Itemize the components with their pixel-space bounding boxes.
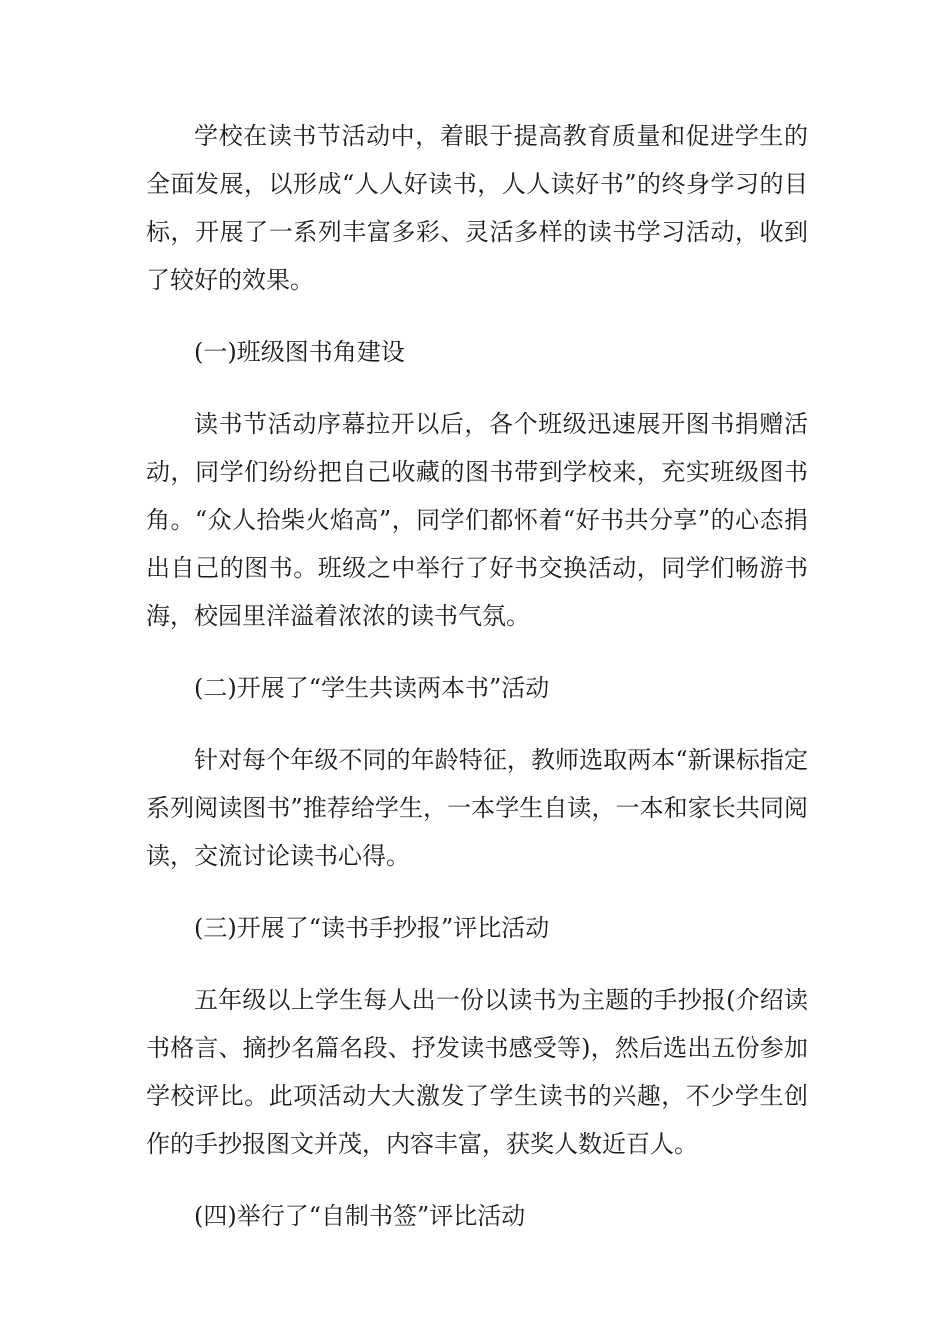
section-2-paragraph: 针对每个年级不同的年龄特征，教师选取两本“新课标指定系列阅读图书”推荐给学生，一本学生自读，一本和家长共同阅读，交流讨论读书心得。 <box>146 746 808 870</box>
section-heading-1: (一)班级图书角建设 <box>194 338 405 366</box>
intro-paragraph: 学校在读书节活动中，着眼于提高教育质量和促进学生的全面发展，以形成“人人好读书，人人读好书”的终身学习的目标，开展了一系列丰富多彩、灵活多样的读书学习活动，收到了较好的效果。 <box>146 122 808 294</box>
section-heading-3: (三)开展了“读书手抄报”评比活动 <box>194 914 550 942</box>
document-body <box>146 112 808 1264</box>
section-heading-2: (二)开展了“学生共读两本书”活动 <box>194 674 550 702</box>
section-heading-4: (四)举行了“自制书签”评比活动 <box>194 1202 526 1230</box>
section-1-paragraph: 读书节活动序幕拉开以后，各个班级迅速展开图书捐赠活动，同学们纷纷把自己收藏的图书带到学校来，充实班级图书角。“众人拾柴火焰高”，同学们都怀着“好书共分享”的心态捐出自己的图书。班级之中举行了好书交换活动，同学们畅游书海，校园里洋溢着浓浓的读书气氛。 <box>146 410 808 630</box>
section-3-paragraph: 五年级以上学生每人出一份以读书为主题的手抄报(介绍读书格言、摘抄名篇名段、抒发读书感受等)，然后选出五份参加学校评比。此项活动大大激发了学生读书的兴趣，不少学生创作的手抄报图文并茂，内容丰富，获奖人数近百人。 <box>146 986 808 1158</box>
